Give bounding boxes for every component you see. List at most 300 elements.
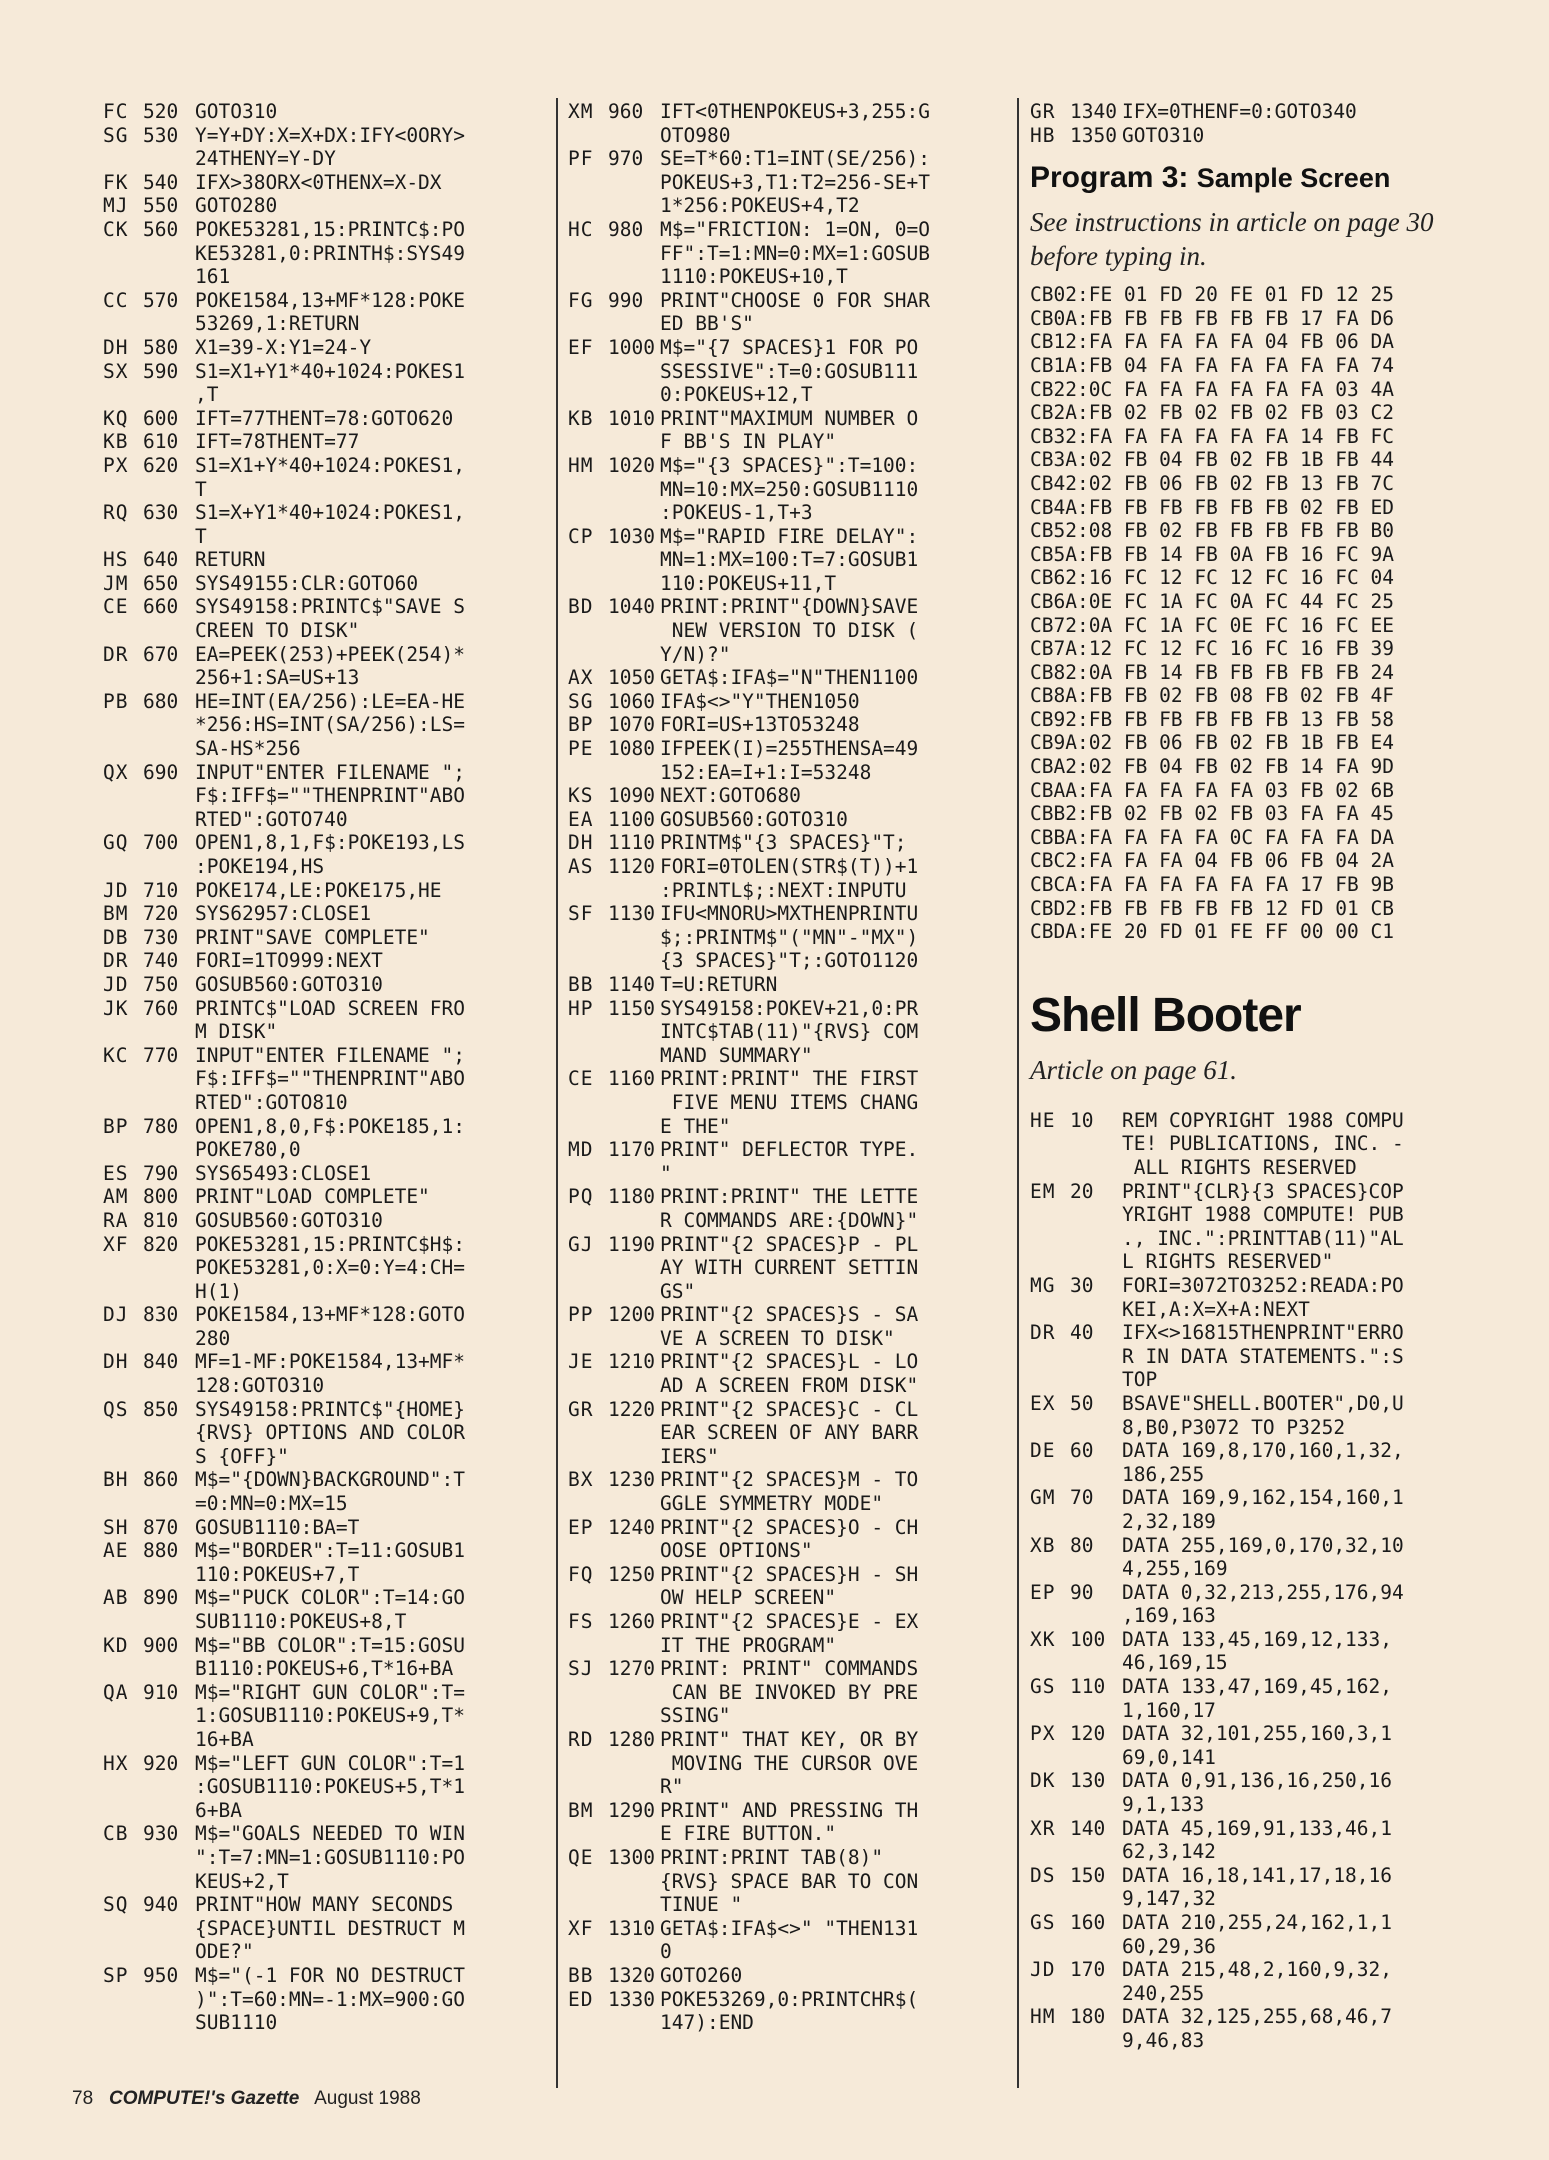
basic-statement: IFX<>16815THENPRINT"ERRO R IN DATA STATEMENTS.":S TOP <box>1122 1321 1404 1392</box>
line-number: 1090 <box>608 784 655 808</box>
checksum-code: SQ <box>103 1893 129 1917</box>
code-line <box>103 1539 548 1586</box>
code-line <box>103 1398 548 1469</box>
shell-booter-heading: Shell Booter <box>1030 988 1301 1042</box>
checksum-code: DJ <box>103 1303 129 1327</box>
checksum-code: QE <box>568 1845 594 1869</box>
checksum-code: AB <box>103 1586 129 1610</box>
basic-statement: DATA 32,125,255,68,46,7 9,46,83 <box>1122 2005 1393 2052</box>
checksum-code: CE <box>103 595 129 619</box>
basic-statement: SYS62957:CLOSE1 <box>195 902 372 926</box>
basic-statement: PRINTC$"LOAD SCREEN FRO M DISK" <box>195 996 466 1044</box>
checksum-code: XR <box>1030 1816 1056 1840</box>
basic-statement: T=U:RETURN <box>660 972 778 996</box>
line-number: 1100 <box>608 807 655 831</box>
code-line <box>568 1516 996 1563</box>
checksum-code: JE <box>568 1350 594 1374</box>
hex-line: CB3A:02 FB 04 FB 02 FB 1B FB 44 <box>1030 448 1394 472</box>
basic-statement: OPEN1,8,0,F$:POKE185,1: POKE780,0 <box>195 1114 466 1162</box>
code-line <box>1030 1321 1490 1392</box>
listing-column-1 <box>103 100 548 2035</box>
code-line <box>568 1398 996 1469</box>
basic-statement: PRINT: PRINT" COMMANDS CAN BE INVOKED BY PRE SSING" <box>660 1657 919 1728</box>
code-line <box>103 1303 548 1350</box>
code-line <box>103 360 548 407</box>
checksum-code: SF <box>568 902 594 926</box>
hex-line: CB0A:FB FB FB FB FB FB 17 FA D6 <box>1030 306 1394 330</box>
checksum-code: GS <box>1030 1911 1056 1934</box>
checksum-code: PP <box>568 1303 594 1327</box>
code-line <box>568 595 996 666</box>
checksum-code: CK <box>103 217 129 241</box>
basic-statement: INPUT"ENTER FILENAME "; F$:IFF$=""THENPRINT"ABO RTED":GOTO740 <box>195 760 466 831</box>
line-number: 1060 <box>608 689 655 713</box>
line-number: 870 <box>143 1515 179 1539</box>
code-line <box>568 407 996 454</box>
basic-statement: SYS65493:CLOSE1 <box>195 1161 372 1185</box>
line-number: 700 <box>143 831 179 855</box>
code-line <box>103 407 548 431</box>
code-line <box>568 1799 996 1846</box>
code-line <box>1030 124 1490 148</box>
code-line <box>103 879 548 903</box>
code-line <box>568 1067 996 1138</box>
line-number: 1130 <box>608 902 655 926</box>
code-line <box>103 1233 548 1304</box>
checksum-code: JK <box>103 996 129 1020</box>
program3-subheading: Sample Screen <box>1196 163 1391 194</box>
basic-statement: IFX=0THENF=0:GOTO340 <box>1122 100 1357 123</box>
basic-statement: DATA 0,91,136,16,250,16 9,1,133 <box>1122 1769 1393 1817</box>
line-number: 690 <box>143 760 179 784</box>
hex-line: CB72:0A FC 1A FC 0E FC 16 FC EE <box>1030 613 1394 637</box>
code-line <box>1030 1675 1490 1722</box>
basic-statement: PRINT"{CLR}{3 SPACES}COP YRIGHT 1988 COMPUTE! PUB ., INC.":PRINTTAB(11)"AL L RIGHTS RESERVED" <box>1122 1179 1404 1274</box>
hex-line: CB92:FB FB FB FB FB FB 13 FB 58 <box>1030 707 1394 731</box>
code-line <box>103 1162 548 1186</box>
line-number: 1190 <box>608 1232 655 1256</box>
code-line <box>103 1185 548 1209</box>
code-line <box>103 1822 548 1893</box>
line-number: 780 <box>143 1114 179 1138</box>
basic-statement: PRINT"{2 SPACES}M - TO GGLE SYMMETRY MODE" <box>660 1468 919 1516</box>
line-number: 1270 <box>608 1657 655 1681</box>
code-line <box>568 525 996 596</box>
basic-statement: PRINT"HOW MANY SECONDS {SPACE}UNTIL DESTRUCT M ODE?" <box>195 1893 466 1964</box>
checksum-code: QA <box>103 1680 129 1704</box>
checksum-code: FG <box>568 288 594 312</box>
code-line <box>568 1138 996 1185</box>
checksum-code: CB <box>103 1822 129 1846</box>
line-number: 1350 <box>1070 123 1117 147</box>
line-number: 1040 <box>608 595 655 619</box>
basic-statement: FORI=3072TO3252:READA:PO KEI,A:X=X+A:NEXT <box>1122 1273 1404 1321</box>
line-number: 90 <box>1070 1580 1094 1604</box>
code-line <box>568 1728 996 1799</box>
hex-line: CB12:FA FA FA FA FA 04 FB 06 DA <box>1030 330 1394 354</box>
line-number: 660 <box>143 595 179 619</box>
code-line <box>103 218 548 289</box>
line-number: 1010 <box>608 406 655 430</box>
code-line <box>1030 1864 1490 1911</box>
hex-line: CB5A:FB FB 14 FB 0A FB 16 FC 9A <box>1030 542 1394 566</box>
hex-line: CB32:FA FA FA FA FA FA 14 FB FC <box>1030 424 1394 448</box>
code-line <box>103 548 548 572</box>
basic-statement: IFT=78THENT=77 <box>195 430 360 454</box>
line-number: 950 <box>143 1963 179 1987</box>
line-number: 1250 <box>608 1562 655 1586</box>
checksum-code: FC <box>103 100 129 123</box>
checksum-code: ES <box>103 1161 129 1185</box>
listing-column-3 <box>1030 100 1490 2053</box>
line-number: 160 <box>1070 1911 1106 1934</box>
page-number: 78 <box>72 2088 94 2109</box>
line-number: 1310 <box>608 1916 655 1940</box>
code-line <box>568 1964 996 1988</box>
program3-heading: Program 3: Sample Screen <box>1030 161 1391 195</box>
basic-statement: PRINT"{2 SPACES}H - SH OW HELP SCREEN" <box>660 1562 919 1610</box>
checksum-code: AE <box>103 1539 129 1563</box>
listing-column-2 <box>568 100 996 2035</box>
line-number: 730 <box>143 925 179 949</box>
hex-line: CB1A:FB 04 FA FA FA FA FA FA 74 <box>1030 353 1394 377</box>
line-number: 50 <box>1070 1391 1094 1415</box>
listing-continuation <box>1030 100 1490 147</box>
line-number: 670 <box>143 642 179 666</box>
hex-line: CB6A:0E FC 1A FC 0A FC 44 FC 25 <box>1030 589 1394 613</box>
line-number: 940 <box>143 1893 179 1917</box>
code-line <box>568 1303 996 1350</box>
checksum-code: FS <box>568 1610 594 1633</box>
code-line <box>1030 1439 1490 1486</box>
line-number: 980 <box>608 217 644 241</box>
code-line <box>1030 1180 1490 1274</box>
checksum-code: DR <box>1030 1321 1056 1345</box>
basic-statement: Y=Y+DY:X=X+DX:IFY<0ORY> 24THENY=Y-DY <box>195 123 466 171</box>
line-number: 10 <box>1070 1108 1094 1132</box>
code-line <box>1030 1534 1490 1581</box>
checksum-code: JD <box>103 878 129 902</box>
basic-statement: EA=PEEK(253)+PEEK(254)* 256+1:SA=US+13 <box>195 642 466 690</box>
line-number: 760 <box>143 996 179 1020</box>
checksum-code: KC <box>103 1043 129 1067</box>
code-line <box>568 289 996 336</box>
line-number: 1170 <box>608 1138 655 1162</box>
checksum-code: MJ <box>103 194 129 218</box>
checksum-code: HS <box>103 548 129 572</box>
hex-line: CB62:16 FC 12 FC 12 FC 16 FC 04 <box>1030 566 1394 590</box>
code-line <box>568 218 996 289</box>
checksum-code: CC <box>103 288 129 312</box>
line-number: 930 <box>143 1822 179 1846</box>
basic-statement: IFPEEK(I)=255THENSA=49 152:EA=I+1:I=53248 <box>660 737 919 784</box>
code-line <box>103 643 548 690</box>
code-line <box>568 1563 996 1610</box>
basic-statement: REM COPYRIGHT 1988 COMPU TE! PUBLICATIONS, INC. - ALL RIGHTS RESERVED <box>1122 1108 1404 1179</box>
basic-statement: X1=39-X:Y1=24-Y <box>195 335 372 359</box>
basic-statement: GOTO260 <box>660 1963 743 1987</box>
basic-statement: PRINT" THAT KEY, OR BY MOVING THE CURSOR OVE R" <box>660 1727 919 1799</box>
basic-statement: M$="(-1 FOR NO DESTRUCT )":T=60:MN=-1:MX=900:GO SUB1110 <box>195 1963 466 2035</box>
code-line <box>1030 1769 1490 1816</box>
code-line <box>568 1350 996 1397</box>
hex-line: CB2A:FB 02 FB 02 FB 02 FB 03 C2 <box>1030 401 1394 425</box>
basic-statement: NEXT:GOTO680 <box>660 784 801 808</box>
line-number: 40 <box>1070 1321 1094 1345</box>
checksum-code: JD <box>1030 1958 1056 1982</box>
basic-statement: DATA 16,18,141,17,18,16 9,147,32 <box>1122 1863 1393 1911</box>
checksum-code: EF <box>568 335 594 359</box>
line-number: 140 <box>1070 1816 1106 1840</box>
code-line <box>568 666 996 690</box>
checksum-code: BP <box>568 713 594 737</box>
code-line <box>1030 100 1490 124</box>
basic-statement: PRINT:PRINT" THE FIRST FIVE MENU ITEMS CHANG E THE" <box>660 1067 919 1138</box>
line-number: 130 <box>1070 1769 1106 1793</box>
line-number: 20 <box>1070 1179 1094 1203</box>
line-number: 60 <box>1070 1439 1094 1463</box>
checksum-code: FK <box>103 170 129 194</box>
line-number: 880 <box>143 1539 179 1563</box>
line-number: 640 <box>143 548 179 572</box>
basic-statement: GOTO310 <box>195 100 278 123</box>
line-number: 1110 <box>608 831 655 855</box>
basic-statement: PRINT" DEFLECTOR TYPE. " <box>660 1138 919 1185</box>
basic-statement: DATA 255,169,0,170,32,10 4,255,169 <box>1122 1533 1404 1581</box>
code-line <box>103 1752 548 1823</box>
checksum-code: GM <box>1030 1486 1056 1510</box>
hex-line: CB42:02 FB 06 FB 02 FB 13 FB 7C <box>1030 471 1394 495</box>
code-line <box>568 1657 996 1728</box>
checksum-code: BD <box>568 595 594 619</box>
line-number: 1340 <box>1070 100 1117 123</box>
code-line <box>568 831 996 855</box>
checksum-code: XM <box>568 100 594 123</box>
basic-statement: GOTO280 <box>195 194 278 218</box>
line-number: 920 <box>143 1751 179 1775</box>
line-number: 80 <box>1070 1533 1094 1557</box>
checksum-code: KB <box>568 406 594 430</box>
line-number: 170 <box>1070 1958 1106 1982</box>
checksum-code: GJ <box>568 1232 594 1256</box>
basic-statement: RETURN <box>195 548 266 572</box>
basic-statement: SE=T*60:T1=INT(SE/256): POKEUS+3,T1:T2=256-SE+T 1*256:POKEUS+4,T2 <box>660 147 931 218</box>
checksum-code: EP <box>1030 1580 1056 1604</box>
basic-statement: PRINTM$"{3 SPACES}"T; <box>660 831 907 855</box>
basic-statement: POKE1584,13+MF*128:POKE 53269,1:RETURN <box>195 288 466 336</box>
code-line <box>103 194 548 218</box>
code-line <box>103 289 548 336</box>
code-line <box>103 1516 548 1540</box>
checksum-code: SX <box>103 359 129 383</box>
basic-statement: M$="RAPID FIRE DELAY": MN=1:MX=100:T=7:GOSUB1 110:POKEUS+11,T <box>660 524 919 595</box>
basic-statement: OPEN1,8,1,F$:POKE193,LS :POKE194,HS <box>195 831 466 878</box>
line-number: 1240 <box>608 1515 655 1539</box>
checksum-code: RD <box>568 1727 594 1751</box>
line-number: 540 <box>143 170 179 194</box>
basic-statement: POKE53281,15:PRINTC$:PO KE53281,0:PRINTH$:SYS49 161 <box>195 217 466 289</box>
basic-statement: POKE53281,15:PRINTC$H$: POKE53281,0:X=0:Y=4:CH= H(1) <box>195 1232 466 1303</box>
line-number: 790 <box>143 1161 179 1185</box>
basic-statement: PRINT"CHOOSE 0 FOR SHAR ED BB'S" <box>660 288 931 336</box>
code-line <box>1030 1392 1490 1439</box>
code-line <box>103 100 548 124</box>
hex-line: CB8A:FB FB 02 FB 08 FB 02 FB 4F <box>1030 684 1394 708</box>
basic-statement: M$="RIGHT GUN COLOR":T= 1:GOSUB1110:POKEUS+9,T* 16+BA <box>195 1680 466 1751</box>
code-line <box>568 1468 996 1515</box>
line-number: 1320 <box>608 1963 655 1987</box>
code-line <box>568 902 996 973</box>
line-number: 900 <box>143 1633 179 1657</box>
basic-statement: PRINT"SAVE COMPLETE" <box>195 925 430 949</box>
basic-statement: PRINT" AND PRESSING TH E FIRE BUTTON." <box>660 1798 919 1846</box>
code-line <box>103 1586 548 1633</box>
program3-note: See instructions in article on page 30 before typing in. <box>1030 207 1434 272</box>
code-line <box>568 1233 996 1304</box>
checksum-code: CP <box>568 524 594 548</box>
checksum-code: HB <box>1030 123 1056 147</box>
code-line <box>568 713 996 737</box>
line-number: 1050 <box>608 666 655 690</box>
line-number: 830 <box>143 1303 179 1327</box>
code-line <box>103 997 548 1044</box>
line-number: 1210 <box>608 1350 655 1374</box>
hex-line: CB22:0C FA FA FA FA FA FA 03 4A <box>1030 377 1394 401</box>
line-number: 890 <box>143 1586 179 1610</box>
basic-statement: GOSUB560:GOTO310 <box>660 807 848 831</box>
checksum-code: RQ <box>103 501 129 525</box>
line-number: 1020 <box>608 453 655 477</box>
basic-statement: DATA 210,255,24,162,1,1 60,29,36 <box>1122 1911 1393 1958</box>
hex-line: CB52:08 FB 02 FB FB FB FB FB B0 <box>1030 519 1394 543</box>
basic-statement: GETA$:IFA$<>" "THEN131 0 <box>660 1916 919 1964</box>
checksum-code: PX <box>103 453 129 477</box>
basic-statement: SYS49158:POKEV+21,0:PR INTC$TAB(11)"{RVS} COM MAND SUMMARY" <box>660 996 919 1067</box>
hex-line: CBB2:FB 02 FB 02 FB 03 FA FA 45 <box>1030 802 1394 826</box>
code-line <box>1030 1817 1490 1864</box>
checksum-code: CE <box>568 1067 594 1091</box>
line-number: 770 <box>143 1043 179 1067</box>
basic-statement: M$="BB COLOR":T=15:GOSU B1110:POKEUS+6,T*16+BA <box>195 1633 466 1681</box>
line-number: 800 <box>143 1185 179 1209</box>
basic-statement: FORI=1TO999:NEXT <box>195 949 383 973</box>
code-line <box>103 831 548 878</box>
basic-statement: PRINT"{2 SPACES}P - PL AY WITH CURRENT SETTIN GS" <box>660 1232 919 1303</box>
line-number: 610 <box>143 430 179 454</box>
basic-statement: S1=X1+Y*40+1024:POKES1, T <box>195 453 466 501</box>
code-line <box>103 973 548 997</box>
checksum-code: XB <box>1030 1533 1056 1557</box>
shell-booter-note: Article on page 61. <box>1030 1054 1237 1085</box>
checksum-code: JD <box>103 972 129 996</box>
checksum-code: PX <box>1030 1722 1056 1746</box>
code-line <box>103 1044 548 1115</box>
code-line <box>103 902 548 926</box>
code-line <box>568 737 996 784</box>
line-number: 910 <box>143 1680 179 1704</box>
checksum-code: BH <box>103 1468 129 1492</box>
basic-statement: POKE53269,0:PRINTCHR$( 147):END <box>660 1987 919 2035</box>
code-line <box>568 1846 996 1917</box>
checksum-code: HX <box>103 1751 129 1775</box>
basic-statement: IFA$<>"Y"THEN1050 <box>660 689 860 713</box>
line-number: 530 <box>143 123 179 147</box>
checksum-code: KQ <box>103 406 129 430</box>
line-number: 990 <box>608 288 644 312</box>
line-number: 100 <box>1070 1627 1106 1651</box>
basic-statement: PRINT:PRINT"{DOWN}SAVE NEW VERSION TO DISK ( Y/N)?" <box>660 595 919 666</box>
basic-statement: GOSUB560:GOTO310 <box>195 1208 383 1232</box>
checksum-code: BX <box>568 1468 594 1492</box>
code-line <box>103 454 548 501</box>
basic-statement: IFU<MNORU>MXTHENPRINTU $;:PRINTM$"("MN"-"MX") {3 SPACES}"T;:GOTO1120 <box>660 902 919 973</box>
checksum-code: SG <box>103 123 129 147</box>
code-line <box>1030 1911 1490 1958</box>
checksum-code: EP <box>568 1515 594 1539</box>
basic-statement: DATA 133,45,169,12,133, 46,169,15 <box>1122 1627 1393 1675</box>
line-number: 150 <box>1070 1863 1106 1887</box>
line-number: 1200 <box>608 1303 655 1327</box>
checksum-code: DR <box>103 642 129 666</box>
checksum-code: SG <box>568 689 594 713</box>
line-number: 750 <box>143 972 179 996</box>
hex-line: CBDA:FE 20 FD 01 FE FF 00 00 C1 <box>1030 920 1394 944</box>
basic-statement: S1=X1+Y1*40+1024:POKES1 ,T <box>195 359 466 407</box>
basic-statement: M$="LEFT GUN COLOR":T=1 :GOSUB1110:POKEUS+5,T*1 6+BA <box>195 1751 466 1822</box>
line-number: 960 <box>608 100 644 123</box>
code-line <box>103 171 548 195</box>
column-divider-right <box>1017 98 1019 2088</box>
code-line <box>568 855 996 902</box>
line-number: 1180 <box>608 1185 655 1209</box>
line-number: 1280 <box>608 1727 655 1751</box>
checksum-code: SH <box>103 1515 129 1539</box>
basic-statement: PRINT"{2 SPACES}L - LO AD A SCREEN FROM DISK" <box>660 1350 919 1398</box>
checksum-code: GR <box>568 1397 594 1421</box>
code-line <box>103 1209 548 1233</box>
checksum-code: JM <box>103 571 129 595</box>
checksum-code: AX <box>568 666 594 690</box>
checksum-code: DH <box>103 335 129 359</box>
basic-statement: M$="GOALS NEEDED TO WIN ":T=7:MN=1:GOSUB1110:PO KEUS+2,T <box>195 1822 466 1893</box>
line-number: 180 <box>1070 2005 1106 2029</box>
code-line <box>103 430 548 454</box>
checksum-code: HC <box>568 217 594 241</box>
line-number: 1260 <box>608 1610 655 1633</box>
basic-statement: PRINT"LOAD COMPLETE" <box>195 1185 430 1209</box>
checksum-code: HE <box>1030 1108 1056 1132</box>
line-number: 1160 <box>608 1067 655 1091</box>
checksum-code: BB <box>568 972 594 996</box>
basic-statement: PRINT"MAXIMUM NUMBER O F BB'S IN PLAY" <box>660 406 919 454</box>
line-number: 1220 <box>608 1397 655 1421</box>
basic-statement: PRINT"{2 SPACES}C - CL EAR SCREEN OF ANY BARR IERS" <box>660 1397 919 1468</box>
line-number: 550 <box>143 194 179 218</box>
basic-statement: PRINT"{2 SPACES}O - CH OOSE OPTIONS" <box>660 1515 919 1563</box>
checksum-code: BB <box>568 1963 594 1987</box>
code-line <box>103 1681 548 1752</box>
basic-statement: FORI=0TOLEN(STR$(T))+1 :PRINTL$;:NEXT:INPUTU <box>660 855 919 902</box>
column-divider-left <box>556 98 558 2088</box>
line-number: 590 <box>143 359 179 383</box>
hex-listing <box>1030 283 1490 944</box>
basic-statement: DATA 169,9,162,154,160,1 2,32,189 <box>1122 1486 1404 1533</box>
code-line <box>568 100 996 147</box>
line-number: 520 <box>143 100 179 123</box>
line-number: 1230 <box>608 1468 655 1492</box>
line-number: 110 <box>1070 1675 1106 1699</box>
checksum-code: EM <box>1030 1179 1056 1203</box>
